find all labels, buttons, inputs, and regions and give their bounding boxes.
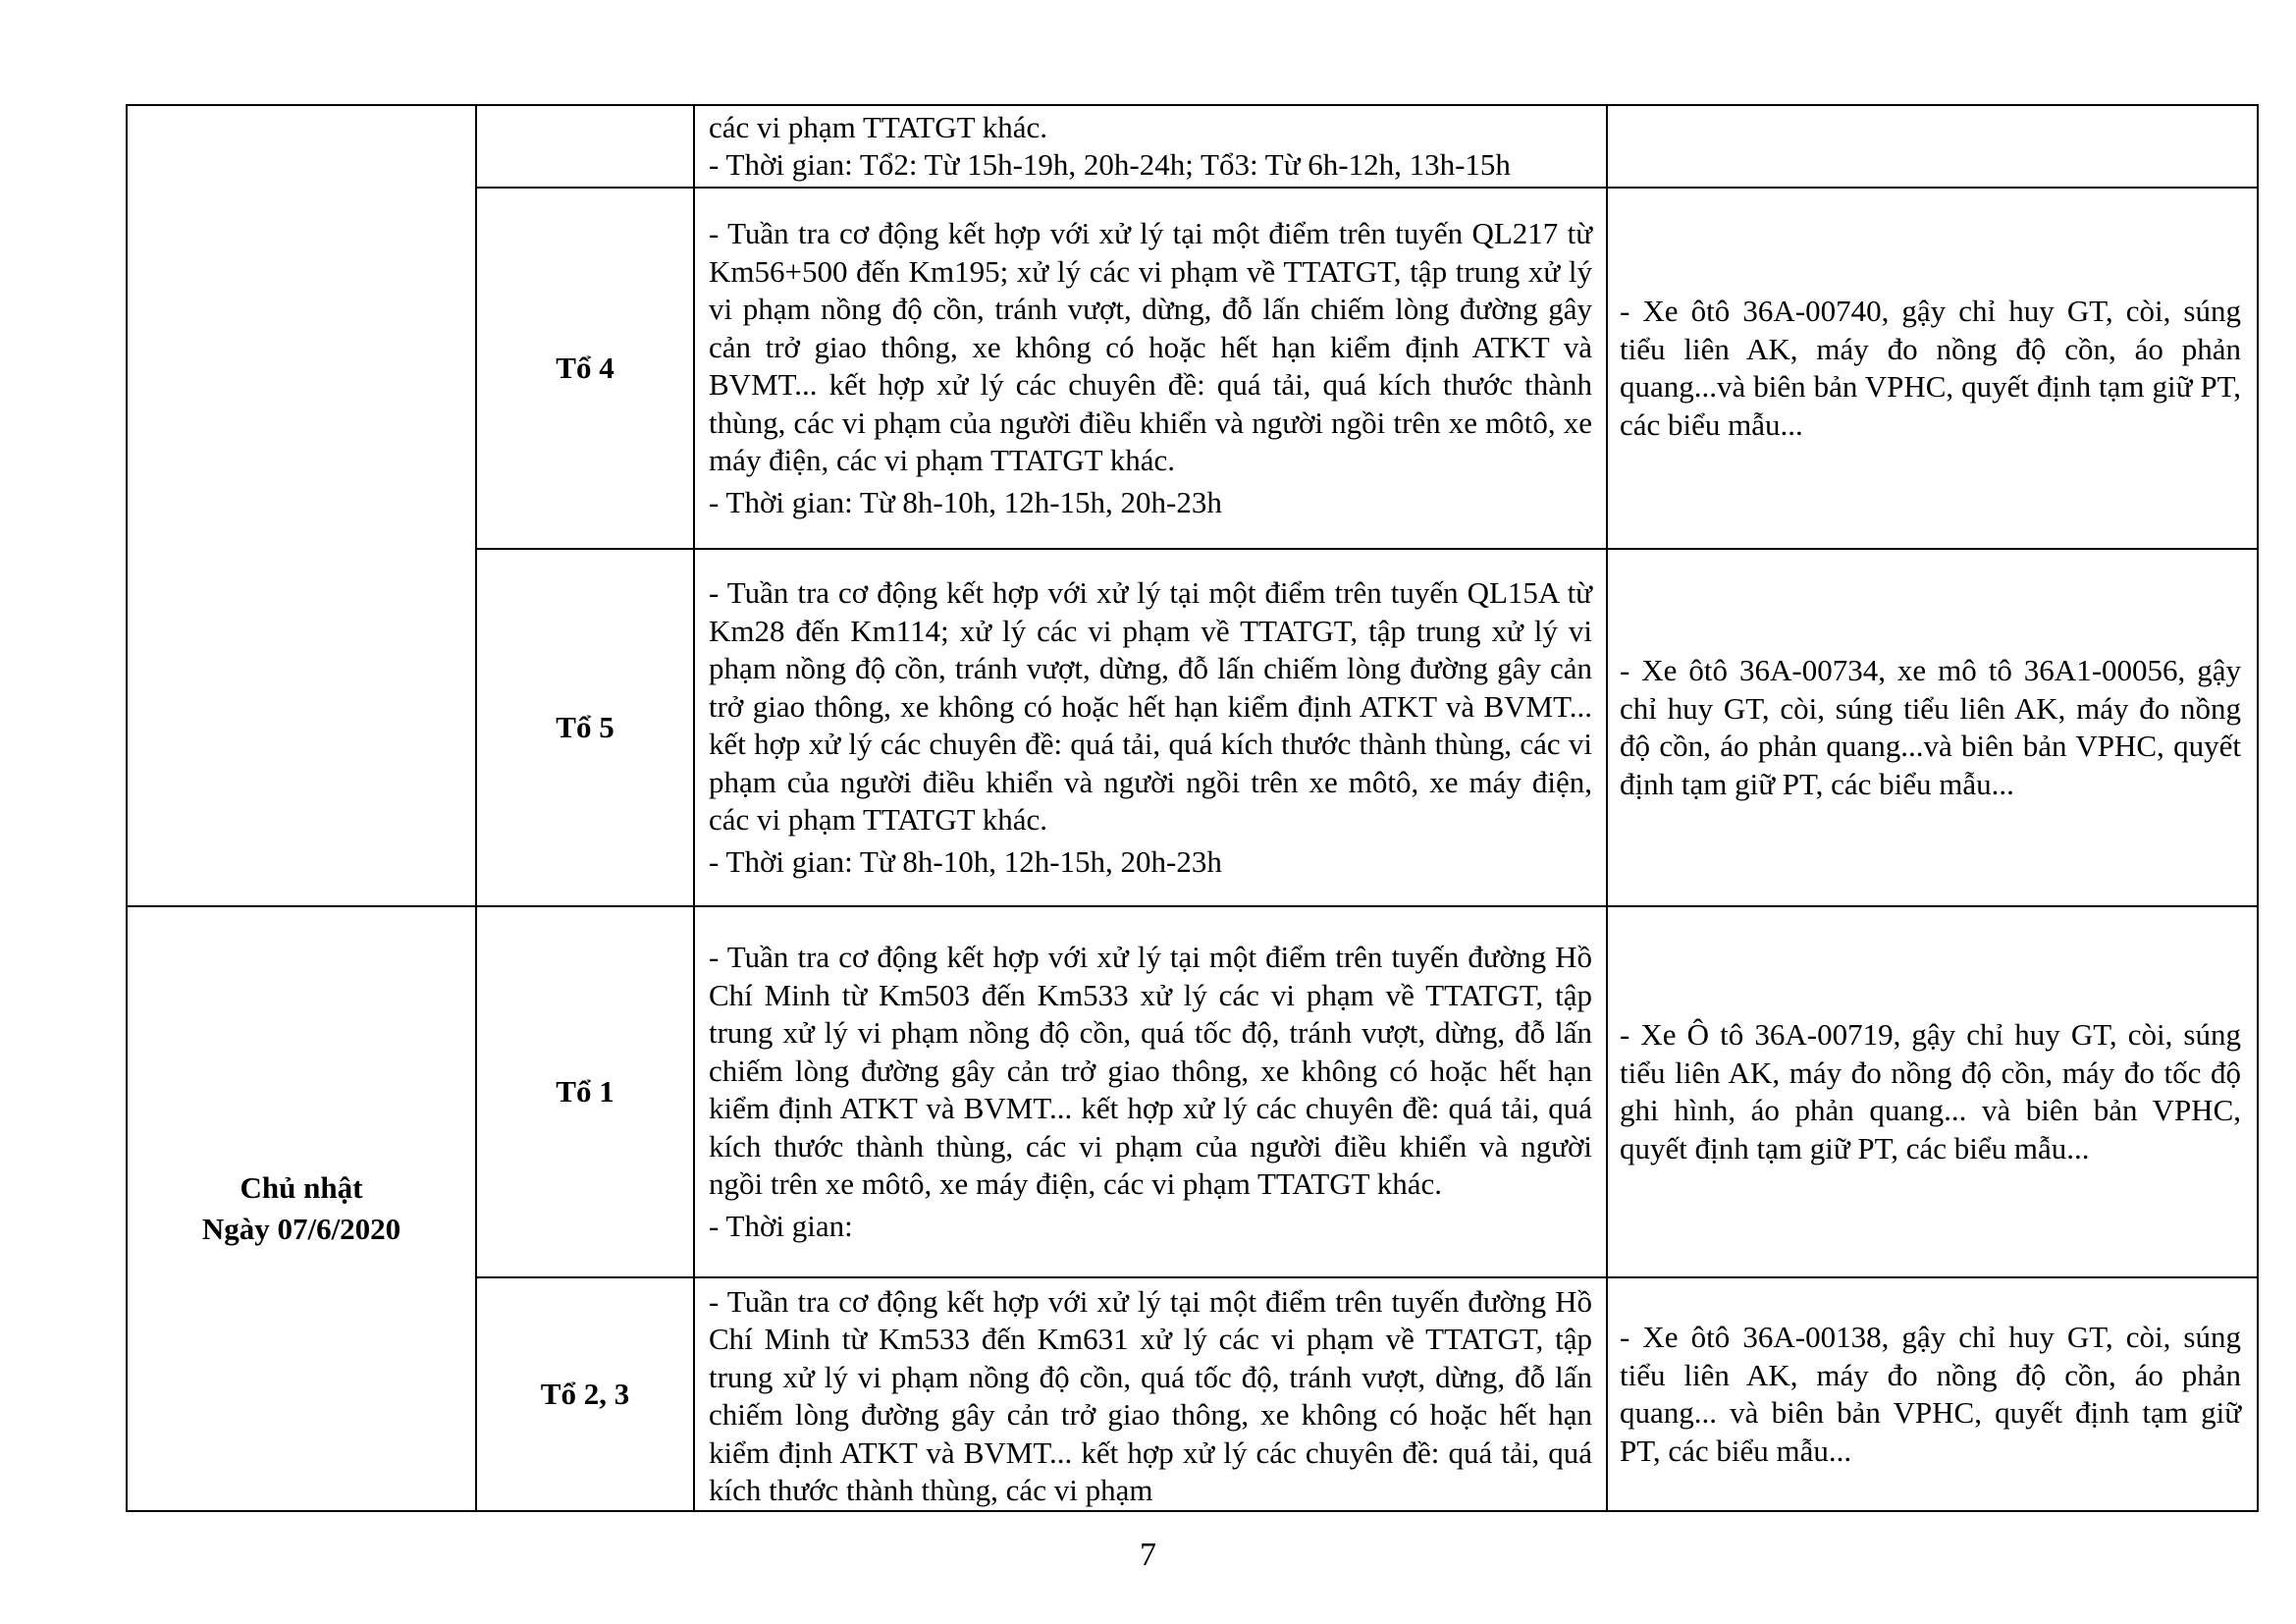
task-cell <box>694 105 1607 188</box>
equipment-cell: - Xe ôtô 36A-00138, gậy chỉ huy GT, còi, súng tiểu liên AK, máy đo nồng độ cồn, áo phản quang... và biên bản VPHC, quyết định tạm giữ PT, các biểu mẫu... <box>1607 1277 2258 1511</box>
team-cell: Tổ 2, 3 <box>476 1277 694 1511</box>
day-cell <box>127 906 476 1511</box>
task-time: - Thời gian: Tổ2: Từ 15h-19h, 20h-24h; Tổ3: Từ 6h-12h, 13h-15h <box>709 147 1511 182</box>
task-cell <box>694 906 1607 1277</box>
day-name: Chủ nhật <box>240 1170 363 1205</box>
task-text: các vi phạm TTATGT khác. <box>709 109 1048 144</box>
equipment-cell: - Xe ôtô 36A-00734, xe mô tô 36A1-00056, gậy chỉ huy GT, còi, súng tiểu liên AK, máy đo nồng độ cồn, áo phản quang...và biên bản VPHC, quyết định tạm giữ PT, các biểu mẫu... <box>1607 549 2258 906</box>
equipment-cell: - Xe Ô tô 36A-00719, gậy chỉ huy GT, còi, súng tiểu liên AK, máy đo nồng độ cồn, máy đo tốc độ ghi hình, áo phản quang... và biên bản VPHC, quyết định tạm giữ PT, các biểu mẫu... <box>1607 906 2258 1277</box>
task-time: - Thời gian: <box>709 1208 853 1243</box>
day-date: Ngày 07/6/2020 <box>201 1212 401 1246</box>
task-cell <box>694 549 1607 906</box>
team-cell: Tổ 1 <box>476 906 694 1277</box>
task-cell <box>694 1277 1607 1511</box>
task-text: - Tuần tra cơ động kết hợp với xử lý tại một điểm trên tuyến QL15A từ Km28 đến Km114; xử lý các vi phạm về TTATGT, tập trung xử lý vi phạm nồng độ cồn, tránh vượt, dừng, đỗ lấn chiếm lòng đường gây cản trở giao thông, xe không có hoặc hết hạn kiểm định ATKT và BVMT... kết hợp xử lý các chuyên đề: quá tải, quá kích thước thành thùng, các vi phạm của người điều khiển và người ngồi trên xe môtô, xe máy điện, các vi phạm TTATGT khác. <box>709 575 1592 837</box>
equipment-cell: - Xe ôtô 36A-00740, gậy chỉ huy GT, còi, súng tiểu liên AK, máy đo nồng độ cồn, áo phản quang...và biên bản VPHC, quyết định tạm giữ PT, các biểu mẫu... <box>1607 188 2258 549</box>
team-cell: Tổ 4 <box>476 188 694 549</box>
task-time: - Thời gian: Từ 8h-10h, 12h-15h, 20h-23h <box>709 484 1222 519</box>
table-row <box>127 906 2258 1277</box>
table-row <box>127 105 2258 188</box>
patrol-plan-table <box>126 104 2259 1512</box>
page-number: 7 <box>1140 1537 1156 1573</box>
team-cell <box>476 105 694 188</box>
team-cell: Tổ 5 <box>476 549 694 906</box>
task-text: - Tuần tra cơ động kết hợp với xử lý tại một điểm trên tuyến đường Hồ Chí Minh từ Km533 đến Km631 xử lý các vi phạm về TTATGT, tập trung xử lý vi phạm nồng độ cồn, quá tốc độ, tránh vượt, dừng, đỗ lấn chiếm lòng đường gây cản trở giao thông, xe không có hoặc hết hạn kiểm định ATKT và BVMT... kết hợp xử lý các chuyên đề: quá tải, quá kích thước thành thùng, các vi phạm <box>709 1283 1592 1507</box>
task-text: - Tuần tra cơ động kết hợp với xử lý tại một điểm trên tuyến QL217 từ Km56+500 đến Km195; xử lý các vi phạm về TTATGT, tập trung xử lý vi phạm nồng độ cồn, tránh vượt, dừng, đỗ lấn chiếm lòng đường gây cản trở giao thông, xe không có hoặc hết hạn kiểm định ATKT và BVMT... kết hợp xử lý các chuyên đề: quá tải, quá kích thước thành thùng, các vi phạm của người điều khiển và người ngồi trên xe môtô, xe máy điện, các vi phạm TTATGT khác. <box>709 216 1592 477</box>
day-cell-empty <box>127 105 476 906</box>
task-time: - Thời gian: Từ 8h-10h, 12h-15h, 20h-23h <box>709 843 1222 879</box>
task-text: - Tuần tra cơ động kết hợp với xử lý tại một điểm trên tuyến đường Hồ Chí Minh từ Km503 đến Km533 xử lý các vi phạm về TTATGT, tập trung xử lý vi phạm nồng độ cồn, quá tốc độ, tránh vượt, dừng, đỗ lấn chiếm lòng đường gây cản trở giao thông, xe không có hoặc hết hạn kiểm định ATKT và BVMT... kết hợp xử lý các chuyên đề: quá tải, quá kích thước thành thùng, các vi phạm của người điều khiển và người ngồi trên xe môtô, xe máy điện, các vi phạm TTATGT khác. <box>709 940 1592 1201</box>
equipment-cell <box>1607 105 2258 188</box>
task-cell <box>694 188 1607 549</box>
